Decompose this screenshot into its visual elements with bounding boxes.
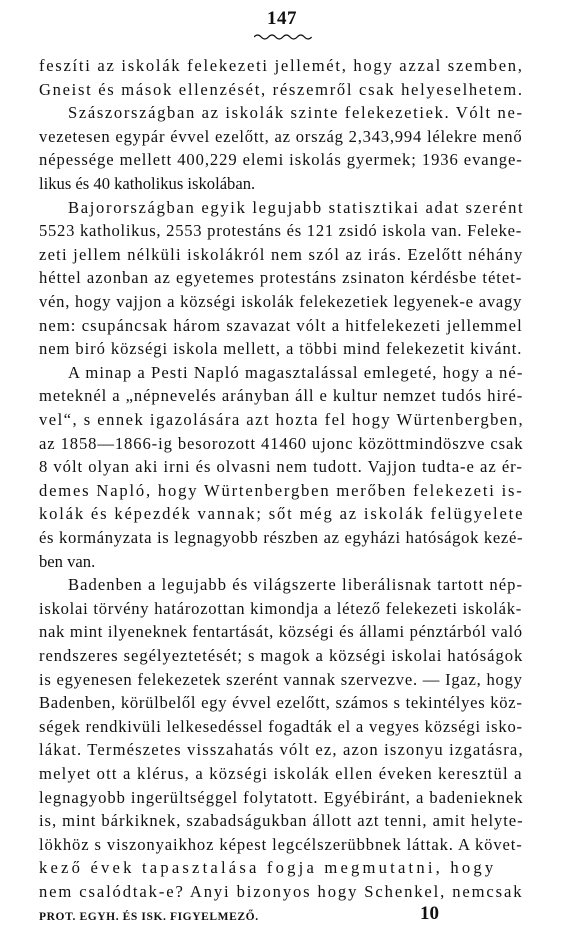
text-line: nem csalódtak-e? Anyi bizonyos hogy Schenkel, nemcsak [39, 882, 524, 901]
text-line: likus és 40 katholikus iskolában. [39, 174, 256, 193]
ornament-rule [254, 33, 312, 41]
text-line: legnagyobb ingerültséggel folytatott. Egyébiránt, a badenieknek [39, 787, 524, 807]
footer-sheet-number: 10 [420, 903, 439, 924]
text-line: nem: csupáncsak három szavazat vólt a hitfelekezeti jellemmel [39, 315, 523, 335]
text-line: ben van. [39, 551, 96, 571]
text-line: vezetesen egypár évvel ezelőtt, az ország 2,343,994 lélekre menő [39, 126, 523, 146]
text-line: ségek rendkivüli lelkesedéssel fogadták el a vegyes községi isko- [39, 716, 523, 736]
text-line: lökhöz s viszonyaikhoz képest legcélszerübbnek láttak. A követ- [39, 834, 523, 854]
text-line: meteknél a „népnevelés arányban áll e kultur nemzet tudós hiré- [39, 386, 524, 406]
text-line: Szászországban az iskolák szinte felekezetiek. Vólt ne- [68, 103, 524, 123]
text-line: nak mint ilyeneknek fentartását, községi és állami pénztárból való [39, 622, 523, 642]
text-line: iskolai törvény határozottan kimondja a létező felekezeti iskolák- [39, 598, 523, 618]
text-line: 5523 katholikus, 2553 protestáns és 121 zsidó iskola van. Feleke- [39, 221, 522, 241]
text-line: Badenben, körülbelől egy évvel ezelőtt, számos s tekintélyes köz- [39, 693, 523, 713]
page-number: 147 [267, 8, 297, 29]
footer-journal-title: PROT. EGYH. ÉS ISK. FIGYELMEZŐ. [39, 911, 259, 923]
text-line: is, mint bárkiknek, szabadságukban állott azt tenni, amit helyte- [39, 811, 524, 831]
page-footer [39, 905, 529, 929]
text-line: Gneist és mások ellenzését, részemről csak helyeselhetem. [39, 79, 524, 99]
text-line: az 1858—1866-ig besorozott 41460 ujonc közöttmindöszve csak [39, 433, 524, 453]
text-line: és kormányzata is legnagyobb részben az egyházi hatóságok kezé- [39, 528, 524, 547]
text-line: Badenben a legujabb és világszerte liberálisnak tartott nép- [68, 575, 524, 595]
text-line: héttel azonban az egyetemes protestáns zsinaton kérdésbe tétet- [39, 268, 523, 288]
text-line: vén, hogy vajjon a községi iskolák felekezetiek legyenek-e avagy [39, 292, 523, 311]
text-line: is egyenesen felekezetek szerént vannak szervezve. — Igaz, hogy [39, 669, 523, 689]
text-line: A minap a Pesti Napló magasztalással emlegeté, hogy a né- [68, 362, 524, 382]
text-line: feszíti az iskolák felekezeti jellemét, hogy azzal szemben, [39, 56, 524, 75]
text-line: Bajorországban egyik legujabb statisztikai adat szerént [68, 197, 525, 217]
text-line: kolák és képezdék vannak; sőt még az iskolák felügyelete [39, 504, 525, 524]
text-line: demes Napló, hogy Würtenbergben merőben felekezeti is- [39, 480, 524, 500]
text-line: népessége mellett 400,229 elemi iskolás gyermek; 1936 evange- [39, 150, 523, 170]
text-line: 8 vólt olyan aki irni és olvasni nem tudott. Vajjon tudta-e az ér- [39, 457, 523, 477]
text-line: nem biró községi iskola mellett, a többi mind felekezetit kivánt. [39, 339, 523, 359]
text-line: zeti jellem nélküli iskolákról nem szól az irás. Ezelőtt néhány [39, 244, 524, 264]
text-line: rendszeres segélyeztetését; s magok a községi iskolai hatóságok [39, 646, 524, 665]
text-line: melyet ott a klérus, a községi iskolák ellen éveken keresztül a [39, 764, 523, 783]
text-line: kező évek tapasztalása fogja megmutatni, hogy [39, 858, 497, 878]
text-line: vel“, s ennek igazolására azt hozta fel hogy Würtenbergben, [39, 410, 525, 429]
text-line: lákat. Természetes visszahatás vólt ez, azon iszonyu izgatásra, [39, 740, 524, 760]
